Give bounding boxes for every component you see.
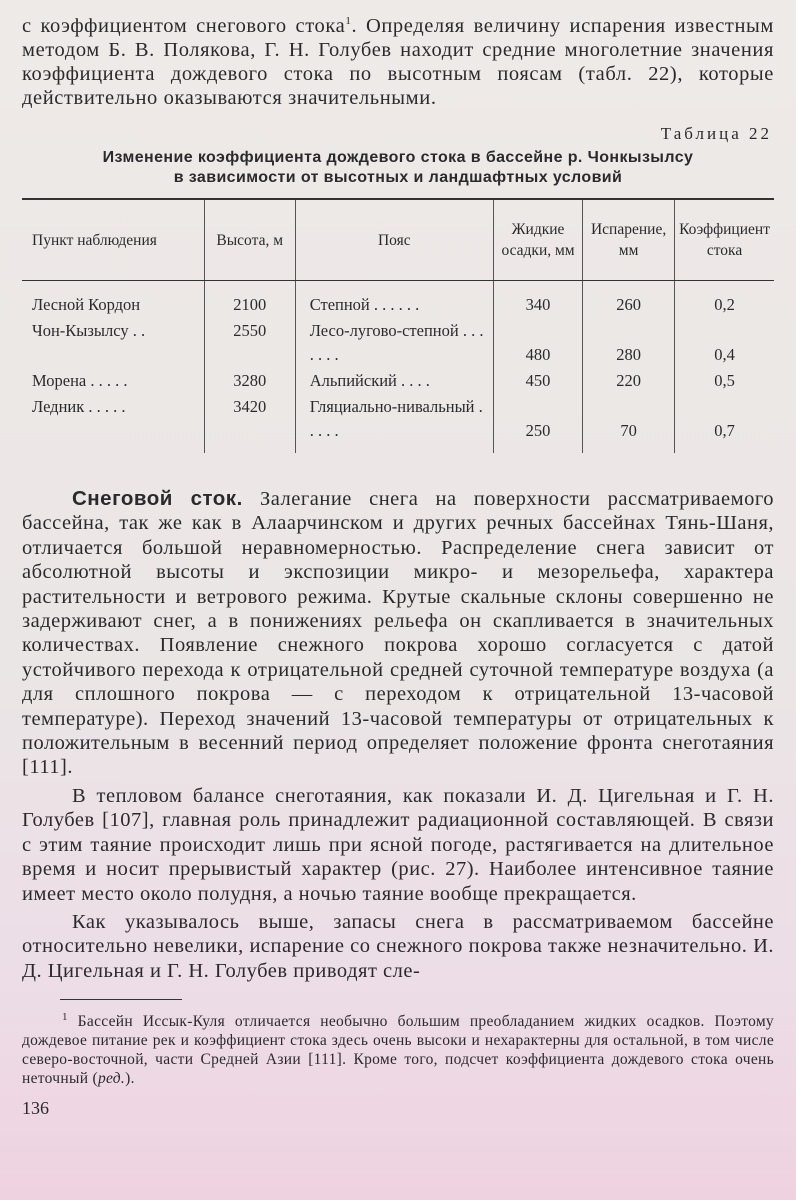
table-row: Лесной Кордон 2100 Степной . . . . . . 340 260 0,2: [22, 281, 774, 319]
table-header-row: [22, 199, 774, 281]
table-row: Ледник . . . . . 3420 Гляциально-нивальный . . . . . 250 70 0,7: [22, 394, 774, 453]
runoff-table: [22, 198, 774, 453]
table-row: Чон-Кызылсу . . 2550 Лесо-лугово-степной . . . . . . . 480 280 0,4: [22, 318, 774, 368]
paragraph-snow-runoff: Снеговой сток. Залегание снега на поверхности рассматриваемого бассейна, так же как в Алаарчинском и других речных бассейнах Тянь-Шаня, отличается большой неравномерностью. Распределение снега зависит от абсолютной высоты и экспозиции микро- и мезорельефа, характера растительности и ветрового режима. Крутые скальные склоны совершенно не задерживают снег, а в понижениях рельефа он скапливается в значительных количествах. Появление снежного покрова хорошо согласуется с датой устойчивого перехода к отрицательной средней суточной температуре воздуха (а для сплошного покрова — с переходом к отрицательной 13-часовой температуре). Переход значений 13-часовой температуры от отрицательных к положительным в весенний период определяет положение фронта снеготаяния [111].: [22, 487, 774, 779]
footnote-ref: 1: [345, 15, 352, 28]
col-evap: Испарение, мм: [583, 199, 675, 281]
table-row: Морена . . . . . 3280 Альпийский . . . . 450 220 0,5: [22, 368, 774, 394]
intro-paragraph: с коэффициентом снегового стока$^1$. Определяя величину испарения известным методом Б. В. Полякова, Г. Н. Голубев находит средние многолетние значения коэффициента дождевого стока по высотным поясам (табл. 22), которые действительно оказываются значительными.: [22, 15, 774, 109]
col-zone: Пояс: [295, 199, 493, 281]
paragraph-heat-balance: В тепловом балансе снеготаяния, как показали И. Д. Цигельная и Г. Н. Голубев [107], главная роль принадлежит радиационной составляющей. В связи с этим таяние происходит лишь при ясной погоде, растягивается на длительное время и носит прерывистый характер (рис. 27). Наиболее интенсивное таяние имеет место около полудня, а ночью таяние вообще прекращается.: [22, 784, 774, 905]
col-point: Пункт наблюдения: [22, 199, 204, 281]
editor-note: ред.: [97, 1070, 126, 1088]
col-coef: Коэффициент стока: [675, 199, 774, 281]
footnote: $^1$ Бассейн Иссык-Куля отличается необычно большим преобладанием жидких осадков. Поэтому дождевое питание рек и коэффициент стока здесь очень высоки и нехарактерны для остальной, в том числе северо-восточной, части Средней Азии [111]. Кроме того, подсчет коэффициента дождевого стока очень неточный (ред.).: [22, 1010, 774, 1088]
col-precip: Жидкие осадки, мм: [493, 199, 582, 281]
book-page: [22, 14, 774, 1119]
footnote-marker: 1: [62, 1010, 68, 1023]
col-height: Высота, м: [204, 199, 295, 281]
page-number: 136: [22, 1098, 49, 1119]
footnote-divider: [60, 999, 182, 1000]
table-title: Изменение коэффициента дождевого стока в бассейне р. Чонкызылсу в зависимости от высотных и ландшафтных условий: [102, 149, 694, 186]
table-number: Таблица 22: [660, 124, 772, 143]
section-heading: Снеговой сток.: [72, 487, 243, 510]
main-text: [22, 487, 774, 983]
paragraph-snow-reserves: Как указывалось выше, запасы снега в рассматриваемом бассейне относительно невелики, испарение со снежного покрова также незначительно. И. Д. Цигельная и Г. Н. Голубев приводят сле-: [22, 910, 774, 982]
